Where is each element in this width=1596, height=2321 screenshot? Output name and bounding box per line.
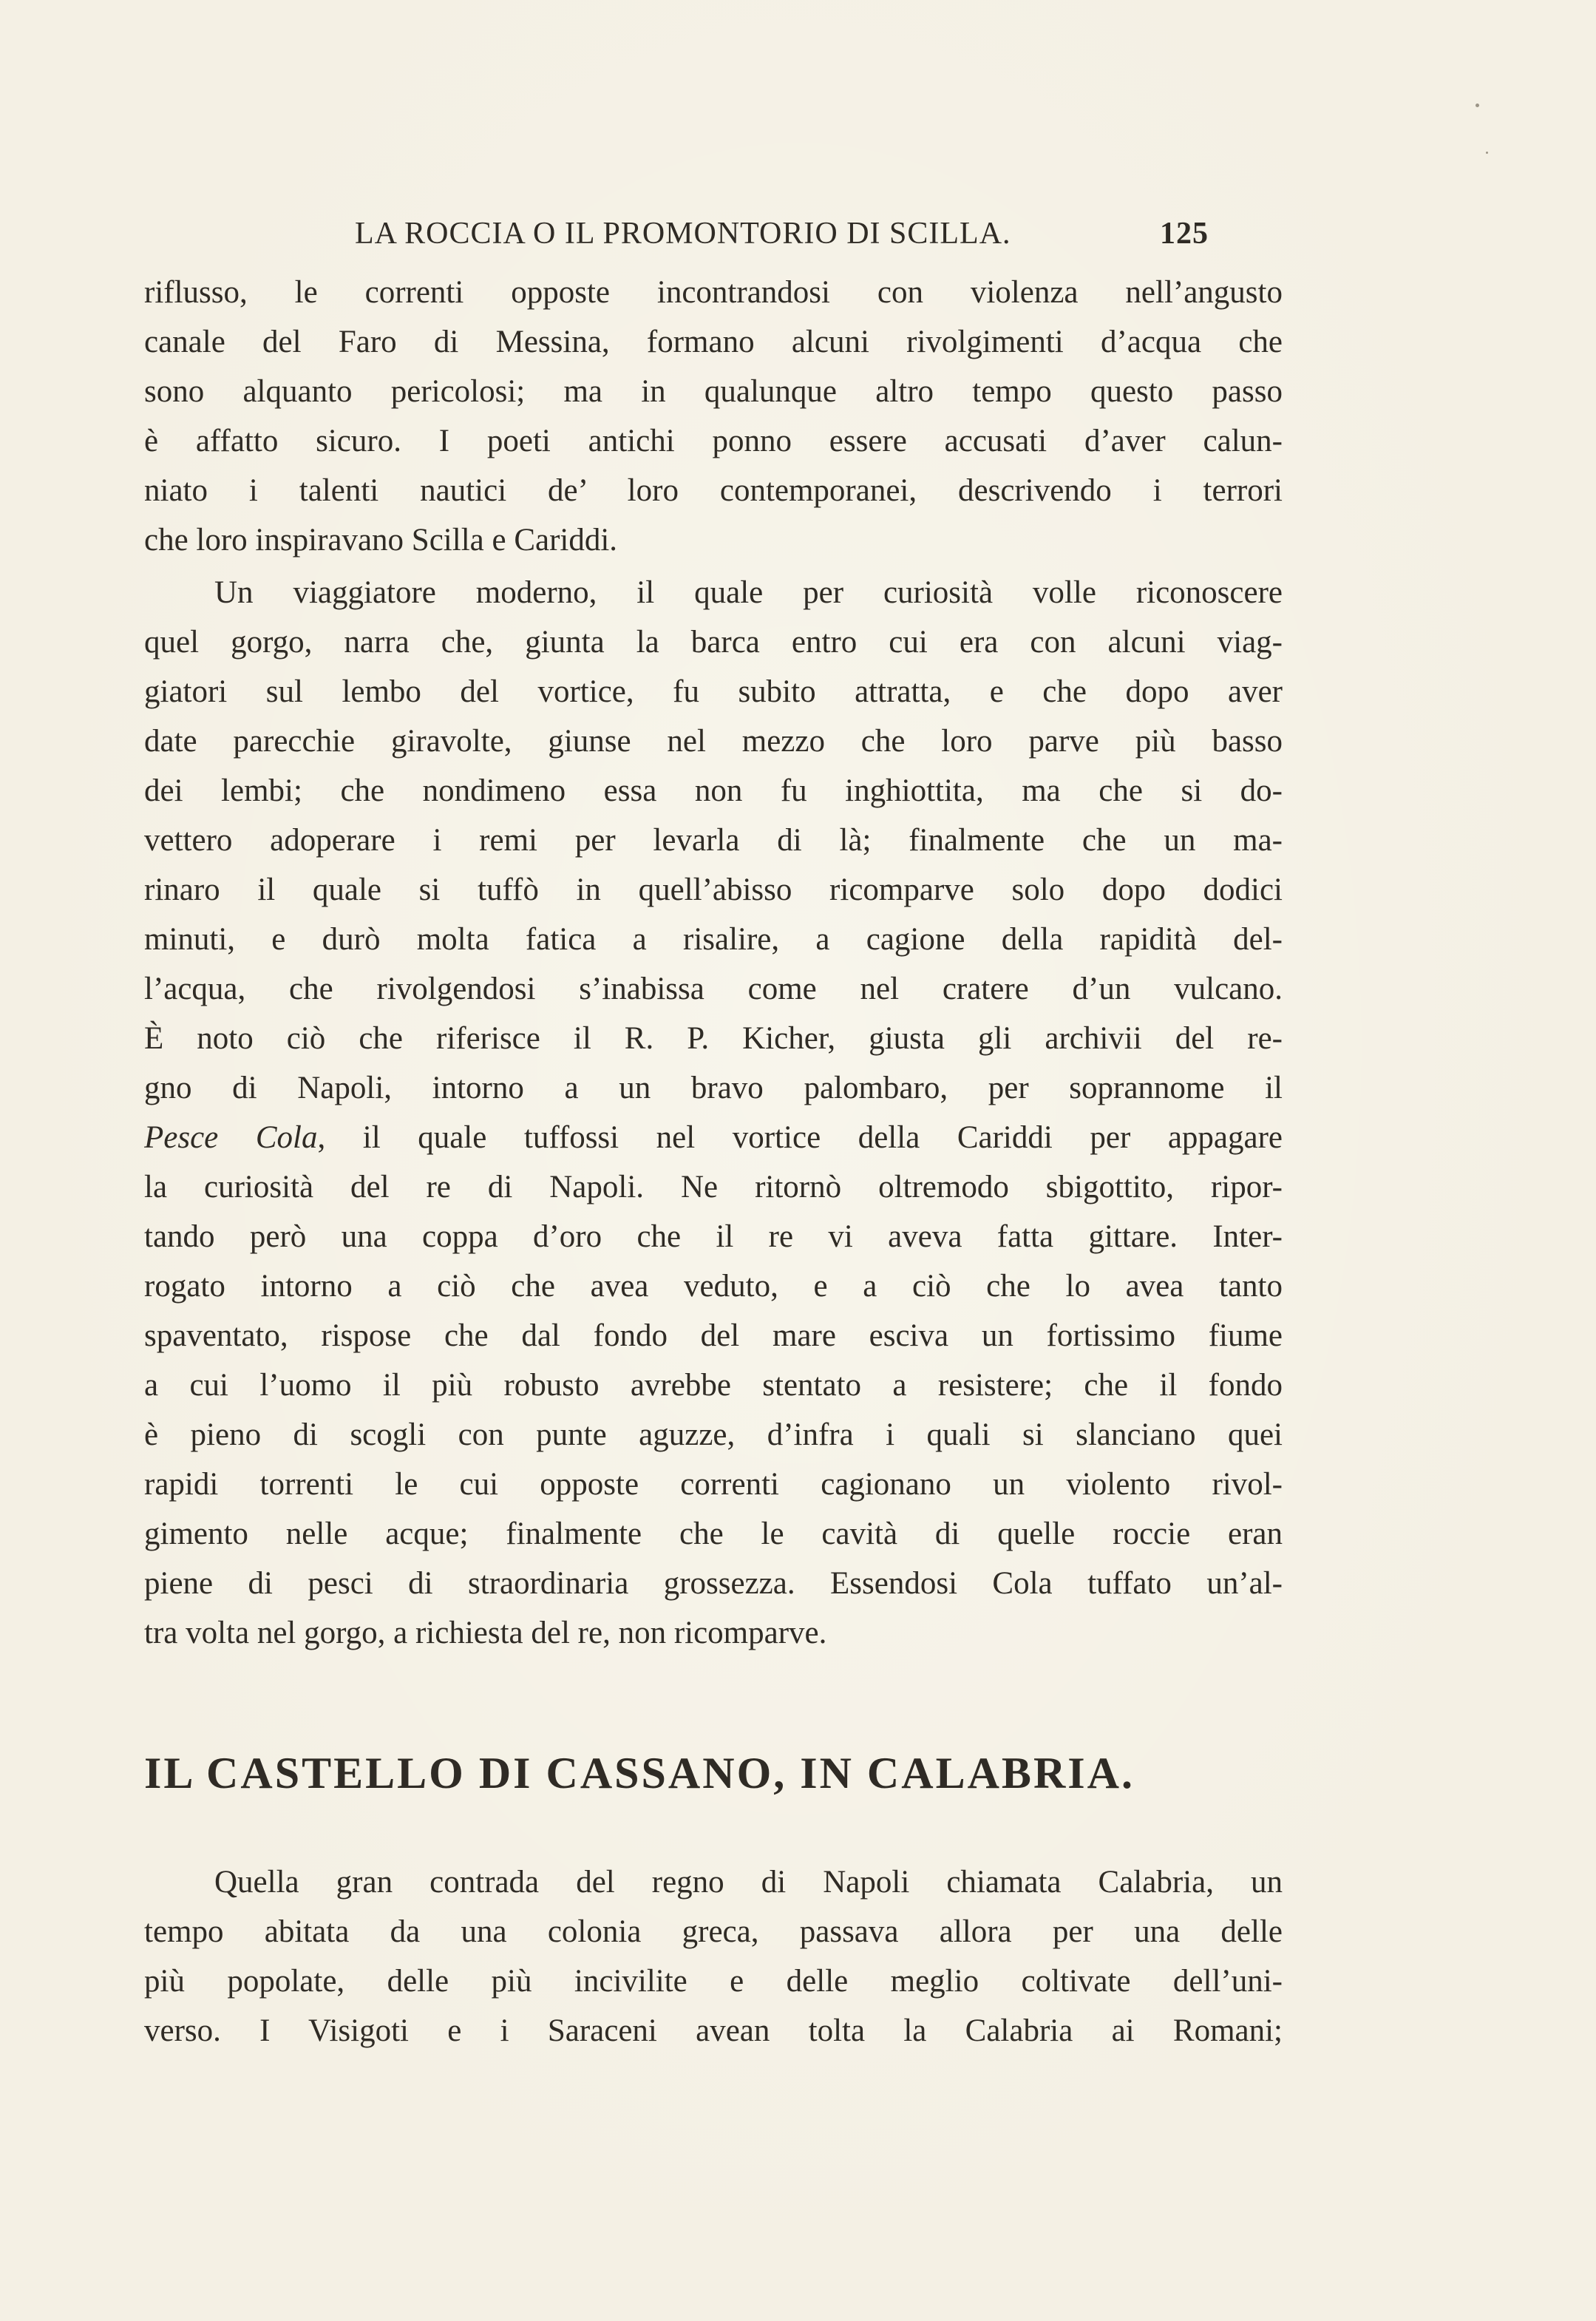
text-line: rapidi torrenti le cui opposte correnti cagionano un violento rivol- [144,1467,1283,1502]
running-head [355,216,1209,257]
paragraph-3 [144,1857,1283,2056]
paragraph-2 [144,568,1283,1658]
text-line: verso. I Visigoti e i Saraceni avean tolta la Calabria ai Romani; [144,2013,1283,2048]
text-line: che loro inspiravano Scilla e Cariddi. [144,523,618,558]
text-line: piene di pesci di straordinaria grossezza. Essendosi Cola tuffato un’al- [144,1566,1283,1601]
text-line: date parecchie giravolte, giunse nel mezzo che loro parve più basso [144,724,1283,759]
text-line: è pieno di scogli con punte aguzze, d’infra i quali si slanciano quei [144,1417,1283,1452]
italic-name: Pesce Cola [144,1120,318,1155]
text-line: È noto ciò che riferisce il R. P. Kicher, giusta gli archivii del re- [144,1021,1283,1056]
page-number: 125 [1160,217,1209,251]
text-line: spaventato, rispose che dal fondo del mare esciva un fortissimo fiume [144,1318,1283,1353]
text-line: riflusso, le correnti opposte incontrandosi con violenza nell’angusto [144,275,1283,310]
text-line: tando però una coppa d’oro che il re vi aveva fatta gittare. Inter- [144,1219,1283,1254]
text-line: è affatto sicuro. I poeti antichi ponno essere accusati d’aver calun- [144,424,1283,458]
text-line: dei lembi; che nondimeno essa non fu inghiottita, ma che si do- [144,773,1283,808]
text-line: tempo abitata da una colonia greca, passava allora per una delle [144,1914,1283,1949]
text-line: minuti, e durò molta fatica a risalire, a cagione della rapidità del- [144,922,1283,957]
text-line: tra volta nel gorgo, a richiesta del re, non ricomparve. [144,1616,827,1650]
running-head-title: LA ROCCIA O IL PROMONTORIO DI SCILLA. [355,217,1011,251]
paper-speck [1476,104,1479,107]
text-line: niato i talenti nautici de’ loro contemporanei, descrivendo i terrori [144,473,1283,508]
text-line: rinaro il quale si tuffò in quell’abisso ricomparve solo dopo dodici [144,873,1283,907]
text-line: gimento nelle acque; finalmente che le cavità di quelle roccie eran [144,1517,1283,1551]
section-heading: IL CASTELLO DI CASSANO, IN CALABRIA. [144,1749,1135,1797]
text-line: canale del Faro di Messina, formano alcuni rivolgimenti d’acqua che [144,325,1283,359]
text-line: gno di Napoli, intorno a un bravo palombaro, per soprannome il [144,1071,1283,1105]
text-line: vettero adoperare i remi per levarla di là; finalmente che un ma- [144,823,1283,858]
italic-line-rest: , il quale tuffossi nel vortice della Cariddi per appagare [317,1120,1283,1155]
text-line: giatori sul lembo del vortice, fu subito attratta, e che dopo aver [144,674,1283,709]
text-line: a cui l’uomo il più robusto avrebbe stentato a resistere; che il fondo [144,1368,1283,1403]
text-line-italic-name [144,1113,1283,1162]
paper-speck [1486,152,1488,154]
text-line: sono alquanto pericolosi; ma in qualunque altro tempo questo passo [144,374,1283,409]
text-line: la curiosità del re di Napoli. Ne ritornò oltremodo sbigottito, ripor- [144,1170,1283,1204]
paragraph-1 [144,268,1283,565]
text-line: quel gorgo, narra che, giunta la barca entro cui era con alcuni viag- [144,625,1283,660]
text-line: l’acqua, che rivolgendosi s’inabissa come nel cratere d’un vulcano. [144,972,1283,1006]
text-line: più popolate, delle più incivilite e delle meglio coltivate dell’uni- [144,1964,1283,1999]
text-line: rogato intorno a ciò che avea veduto, e a ciò che lo avea tanto [144,1269,1283,1304]
text-line: Un viaggiatore moderno, il quale per curiosità volle riconoscere [214,575,1283,610]
text-line: Quella gran contrada del regno di Napoli chiamata Calabria, un [214,1865,1283,1900]
